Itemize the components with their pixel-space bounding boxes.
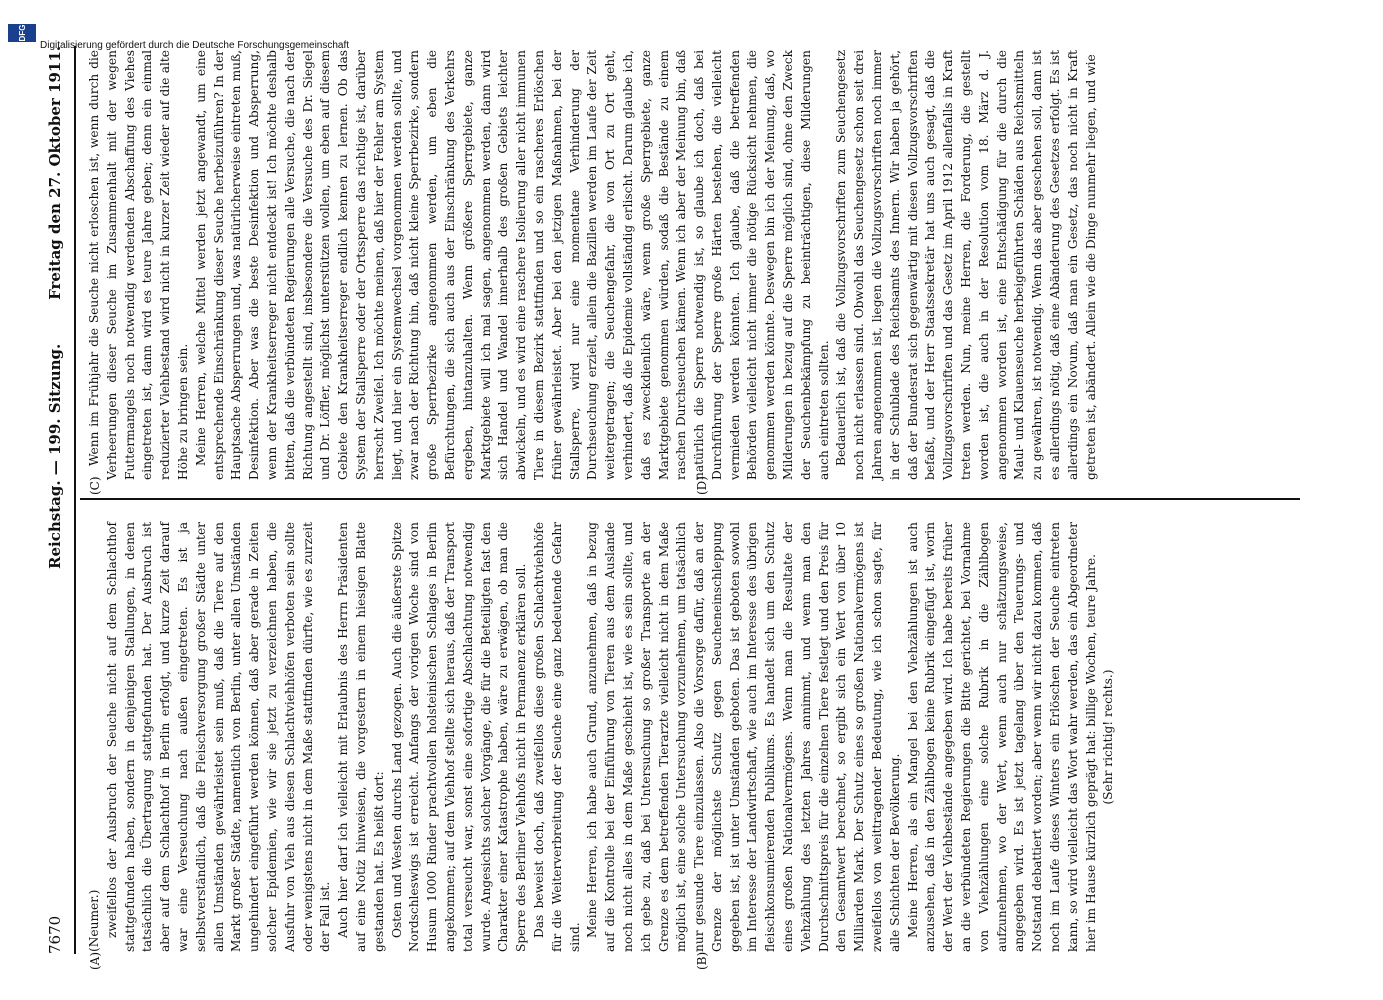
header-left-title: Reichstag. — 199. Sitzung. bbox=[46, 343, 64, 569]
page-header bbox=[44, 46, 68, 954]
header-right-title: Freitag den 27. Oktober 1911. bbox=[46, 46, 64, 300]
page-number: 7670 bbox=[46, 915, 64, 954]
paragraph: Das beweist doch, daß zweifellos diese großen Schlachtviehhöfe für die Weiterverbreitung der Seuche eine ganz bedeutende Gefahr sind. bbox=[531, 522, 582, 952]
paragraph: Auch hier darf ich vielleicht mit Erlaubnis des Herrn Präsidenten auf eine Notiz hinweisen, die vorgestern in einem hiesigen Blatte gestanden hat. Es heißt dort: bbox=[336, 522, 386, 952]
margin-mark-d: (D) bbox=[695, 476, 709, 495]
interjection: (Sehr richtig! rechts.) bbox=[1101, 669, 1116, 805]
side-note bbox=[40, 20, 1340, 51]
paragraph: Bedauerlich ist, daß die Vollzugsvorschriften zum Seuchengesetz noch nicht erlassen sind. Obwohl das Seuchengesetz schon seit drei Jahren angenommen ist, liegen die Vollzugsvorschriften noch immer in der Schublade des Reichsamts des Innern. Wir haben ja gehört, daß der Bundesrat sich gegenwärtig mit diesen Vollzugsvorschriften befaßt, und der Herr Staatssekretär hat uns auch gesagt, daß die Vollzugsvorschriften und das Gesetz im April 1912 allenfalls in Kraft treten werden. Nun, meine Herren, die Forderung, die gestellt worden ist, die auch in der Resolution vom 18. März d. J. angenommen worden ist, eine Entschädigung für die durch die Maul- und Klauenseuche herbeigeführten Schäden aus Reichsmitteln zu gewähren, ist notwendig. Wenn das aber geschehen soll, dann ist es allerdings nötig, daß eine Abänderung des Gesetzes erfolgt. Es ist allerdings ein Novum, daß man ein Gesetz, das noch nicht in Kraft getreten ist, abändert. Allein wie die Dinge nunmehr liegen, und wie bbox=[834, 50, 1098, 480]
paragraph: Meine Herren, ich habe auch Grund, anzunehmen, daß in bezug auf die Kontrolle bei der Einführung von Tieren aus dem Auslande noch nicht alles in dem Maße geschieht ist, wie es sein sollte, und ich gebe zu, daß bei Untersuchung so großer Transporte an der Grenze es dem betreffenden Tierarzte vielleicht nicht in dem Maße möglich ist, eine solche Untersuchung vorzunehmen, um tatsächlich nur gesunde Tiere einzulassen. Also die Vorsorge dafür, daß an der Grenze der möglichste Schutz gegen Seucheneinschleppung gegeben ist, ist unter Umständen geboten. Das ist geboten sowohl im Interesse der Landwirtschaft, wie auch im Interesse des übrigen fleischkonsumierenden Publikums. Es handelt sich um den Schutz eines großen Nationalvermögens. Wenn man die Resultate der Viehzählung des letzten Jahres annimmt, und wenn man den Durchschnittspreis für die einzelnen Tiere festlegt und den Preis für den Gesamtwert berechnet, so ergibt sich ein Wert von über 10 Milliarden Mark. Der Schutz eines so großen Nationalvermögens ist zweifellos von weittragender Bedeutung, wie ich schon sagte, für alle Schichten der Bevölkerung. bbox=[585, 522, 902, 952]
paragraph: Wenn im Frühjahr die Seuche nicht erloschen ist, wenn durch die Verheerungen dieser Seuche im Zusammenhalt mit der wegen Futtermangels noch notwendig werdenden Abschaffung des Viehes eingetreten ist, dann wird es teure Jahre geben; denn ein einmal reduzierter Viehbestand wird nicht in kurzer Zeit wieder auf die alte Höhe zu bringen sein. bbox=[87, 50, 190, 480]
speaker-label: (Neumer.) bbox=[87, 889, 101, 952]
column-divider bbox=[80, 498, 1300, 500]
margin-mark-b: (B) bbox=[695, 951, 709, 970]
paragraph: zweifellos der Ausbruch der Seuche nicht auf dem Schlachthof stattgefunden haben, sondern in denjenigen Stallungen, in denen tatsächlich die Übertragung stattgefunden hat. Der Ausbruch ist aber auf dem Schlachthof in Berlin erfolgt, und kurze Zeit darauf war eine Verseuchung nach außen eingetreten. Es ist ja selbstverständlich, daß die Fleischversorgung großer Städte unter allen Umständen gewährleistet sein muß, daß die Tiere auf den Markt großer Städte, namentlich von Berlin, unter allen Umständen ungehindert eingeführt werden können, daß aber gerade in Zeiten solcher Epidemien, wie wir sie jetzt zu verzeichnen haben, die Ausfuhr von Vieh aus diesen Schlachtviehhöfen verboten sein sollte oder wenigstens nicht in dem Maße stattfinden dürfte, wie es zurzeit der Fall ist. bbox=[104, 522, 333, 952]
margin-mark-c: (C) bbox=[88, 476, 102, 495]
right-column bbox=[86, 50, 1100, 480]
dfg-logo: DFG bbox=[8, 24, 36, 42]
quotation: Osten und Westen durchs Land gezogen. Auch die äußerste Spitze Nordschleswigs ist erreicht. Anfangs der vorigen Woche sind von Husum 1000 Rinder prachtvollen holsteinischen Schlages in Berlin angekommen; auf dem Viehhof stellte sich heraus, daß der Transport total verseucht war, sonst eine sofortige Abschlachtung notwendig wurde. Angesichts solcher Vorgänge, die für die Beteiligten fast den Charakter einer Katastrophe haben, wäre zu erwägen, ob man die Sperre des Berliner Viehhofs nicht in Permanenz erklären soll. bbox=[389, 522, 529, 952]
left-column bbox=[86, 522, 1118, 952]
paragraph: Meine Herren, welche Mittel werden jetzt angewandt, um eine entsprechende Einschränkung dieser Seuche herbeizuführen? In der Hauptsache Absperrungen und, was natürlicherweise eintreten muß, Desinfektion. Aber was die beste Desinfektion und Absperrung, wenn der Krankheitserreger nicht entdeckt ist! Ich möchte deshalb bitten, daß die verbündeten Regierungen alle Versuche, die nach der Richtung angestellt sind, insbesondere die Versuche des Dr. Siegel und Dr. Löffler, möglichst unterstützen wollen, um eben auf diesem Gebiete den Krankheitserreger endlich kennen zu lernen. Ob das System der Stallsperre oder der Ortssperre das richtige ist, darüber herrscht Zweifel. Ich möchte meinen, daß hier der Fehler am System liegt, und hier ein Systemwechsel vorgenommen werden sollte, und zwar nach der Richtung hin, daß nicht kleine Sperrbezirke, sondern große Sperrbezirke angenommen werden, um eben die Befürchtungen, die sich auch aus der Einschränkung des Verkehrs ergeben, hintanzuhalten. Wenn größere Sperrgebiete, ganze Marktgebiete will ich mal sagen, angenommen werden, dann wird sich Handel und Wandel innerhalb des großen Gebiets leichter abwickeln, und es wird eine raschere Isolierung aller nicht immunen Tiere in diesem Bezirk stattfinden und so ein rascheres Erlöschen früher gewährleistet. Aber bei den jetzigen Maßnahmen, bei der Stallsperre, wird nur eine momentane Verhinderung der Durchseuchung erzielt, allein die Bazillen werden im Laufe der Zeit weitergetragen; die Seuchengefahr, die von Ort zu Ort geht, verhindert, daß die Epidemie vollständig erlischt. Darum glaube ich, daß es zweckdienlich wäre, wenn große Sperrgebiete, ganze Marktgebiete genommen würden, sodaß die Bestände zu einem raschen Durchseuchen kämen. Wenn ich aber der Meinung bin, daß natürlich die Sperre notwendig ist, so glaube ich doch, daß bei Durchführung der Sperre große Härten bestehen, die vielleicht vermieden werden könnten. Ich glaube, daß die betreffenden Behörden vielleicht nicht immer die nötige Rücksicht nehmen, die genommen werden könnte. Deswegen bin ich der Meinung, daß, wo Milderungen in bezug auf die Sperre möglich sind, ohne den Zweck der Seuchenbekämpfung zu beeinträchtigen, diese Milderungen auch eintreten sollten. bbox=[193, 50, 831, 480]
digitization-note: Digitalisierung gefördert durch die Deutsche Forschungsgemeinschaft bbox=[40, 40, 350, 51]
header-rule bbox=[74, 46, 76, 954]
margin-mark-a: (A) bbox=[88, 951, 102, 970]
paragraph: Meine Herren, als ein Mangel bei den Viehzählungen ist auch anzusehen, daß in den Zählbogen keine Rubrik eingefügt ist, worin der Wert der Viehbestände angegeben wird. Ich habe bereits früher an die verbündeten Regierungen die Bitte gerichtet, bei Vornahme von Viehzählungen eine solche Rubrik in die Zählbogen aufzunehmen, wo der Wert, wenn auch nur schätzungsweise, angegeben wird. Es ist jetzt tagelang über den Teuerungs- und Notstand debattiert worden; aber wenn wir nicht dazu kommen, daß noch im Laufe dieses Winters ein Erlöschen der Seuche eintreten kann, so wird vielleicht das Wort wahr werden, das ein Abgeordneter hier im Hause kürzlich geprägt hat: billige Wochen, teure Jahre. bbox=[905, 522, 1098, 952]
